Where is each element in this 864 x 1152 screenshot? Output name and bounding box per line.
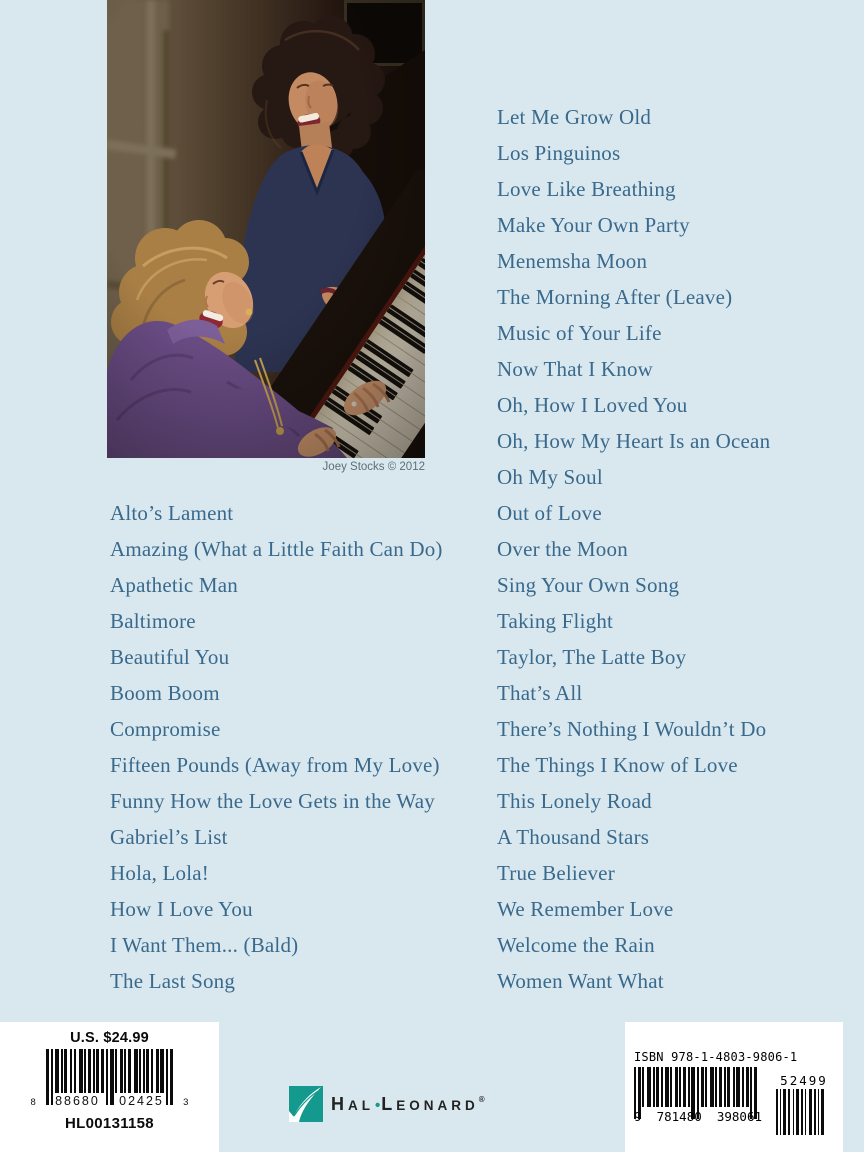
cover-photo <box>107 0 425 458</box>
song-title: Compromise <box>110 717 221 741</box>
song-title: Baltimore <box>110 609 196 633</box>
song-title: Menemsha Moon <box>497 249 648 273</box>
song-title: Amazing (What a Little Faith Can Do) <box>110 537 443 561</box>
song-title: The Things I Know of Love <box>497 753 738 777</box>
catalog-number: HL00131158 <box>65 1115 154 1132</box>
logo-dot: • <box>375 1096 381 1114</box>
song-title: Apathetic Man <box>110 573 238 597</box>
song-title: A Thousand Stars <box>497 825 650 849</box>
price-code: 52499 <box>780 1073 828 1088</box>
song-title: The Last Song <box>110 969 236 993</box>
song-title: Funny How the Love Gets in the Way <box>110 789 435 813</box>
song-title: Hola, Lola! <box>110 861 209 885</box>
song-title: Music of Your Life <box>497 321 662 345</box>
song-title: Out of Love <box>497 501 602 525</box>
ean-barcode <box>634 1067 764 1124</box>
isbn-label: ISBN 978-1-4803-9806-1 <box>634 1050 798 1064</box>
isbn-barcode-box <box>625 1022 843 1152</box>
registered-mark: ® <box>478 1094 485 1104</box>
publisher-name-part2: LEONARD <box>381 1093 479 1114</box>
song-title: Alto’s Lament <box>110 501 234 525</box>
song-title: Let Me Grow Old <box>497 105 652 129</box>
song-title: Boom Boom <box>110 681 220 705</box>
song-title: How I Love You <box>110 897 253 921</box>
publisher-name <box>331 1094 485 1115</box>
photo-credit: Joey Stocks © 2012 <box>322 461 425 473</box>
song-title: Make Your Own Party <box>497 213 690 237</box>
ean-digits <box>634 1109 762 1124</box>
song-title: Oh, How My Heart Is an Ocean <box>497 429 771 453</box>
song-title: True Believer <box>497 861 615 885</box>
song-title: Love Like Breathing <box>497 177 676 201</box>
song-title: Taking Flight <box>497 609 614 633</box>
song-title: Sing Your Own Song <box>497 573 680 597</box>
supplemental-bars <box>776 1089 832 1135</box>
song-title: This Lonely Road <box>497 789 652 813</box>
song-title: Oh My Soul <box>497 465 603 489</box>
price-label: U.S. $24.99 <box>70 1030 149 1046</box>
song-title: I Want Them... (Bald) <box>110 933 299 957</box>
upc-trail-digit: 3 <box>183 1097 189 1108</box>
hal-leonard-logo-icon <box>289 1086 323 1122</box>
song-title: Gabriel’s List <box>110 825 228 849</box>
song-title: Oh, How I Loved You <box>497 393 688 417</box>
supplemental-barcode <box>776 1073 832 1135</box>
song-title: Los Pinguinos <box>497 141 621 165</box>
song-title: The Morning After (Leave) <box>497 285 733 309</box>
cover-photo-illustration <box>107 0 425 458</box>
price-barcode-box <box>0 1022 219 1152</box>
upc-barcode <box>25 1049 195 1108</box>
ean-lead-digit: 9 <box>634 1109 642 1124</box>
song-title: Now That I Know <box>497 357 654 381</box>
song-title: Beautiful You <box>110 645 230 669</box>
song-title: Taylor, The Latte Boy <box>497 645 687 669</box>
song-title: There’s Nothing I Wouldn’t Do <box>497 717 767 741</box>
song-title: That’s All <box>497 681 583 705</box>
song-title: Welcome the Rain <box>497 933 655 957</box>
publisher-logo <box>289 1086 485 1122</box>
song-title: Fifteen Pounds (Away from My Love) <box>110 753 440 777</box>
song-title: We Remember Love <box>497 897 674 921</box>
ean-group2: 398061 <box>716 1109 762 1124</box>
upc-lead-digit: 8 <box>30 1097 36 1108</box>
upc-group1: 88680 <box>55 1094 100 1108</box>
song-title: Women Want What <box>497 969 664 993</box>
ean-group1: 781480 <box>656 1109 702 1124</box>
upc-group2: 02425 <box>119 1094 164 1108</box>
publisher-name-part1: HAL <box>331 1093 374 1114</box>
song-list-left <box>110 495 443 999</box>
song-title: Over the Moon <box>497 537 628 561</box>
song-list-right <box>497 99 770 999</box>
